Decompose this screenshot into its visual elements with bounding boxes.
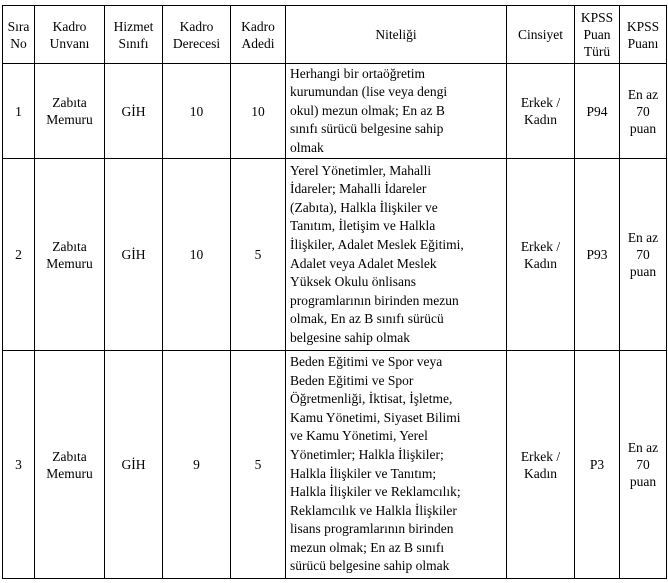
unvan-cell: Zabıta Memuru: [35, 351, 105, 579]
header-row: [3, 6, 667, 64]
table-row: [3, 64, 667, 159]
puan-cell: En az 70 puan: [620, 159, 667, 351]
cinsiyet-cell: Erkek / Kadın: [507, 64, 575, 159]
derece-cell: 10: [163, 64, 231, 159]
table-row: [3, 159, 667, 351]
table-row: [3, 351, 667, 579]
puan-cell: En az 70 puan: [620, 351, 667, 579]
sira-cell: 2: [3, 159, 35, 351]
sira-cell: 3: [3, 351, 35, 579]
derece-cell: 10: [163, 159, 231, 351]
unvan-cell: Zabıta Memuru: [35, 64, 105, 159]
header-kpss-puan-turu: KPSS Puan Türü: [575, 6, 620, 64]
sinif-cell: GİH: [105, 351, 163, 579]
sira-cell: 1: [3, 64, 35, 159]
puan-turu-cell: P93: [575, 159, 620, 351]
puan-turu-cell: P3: [575, 351, 620, 579]
header-kpss-puani: KPSS Puanı: [620, 6, 667, 64]
cinsiyet-cell: Erkek / Kadın: [507, 159, 575, 351]
nitelik-cell: Yerel Yönetimler, Mahalli İdareler; Mahalli İdareler (Zabıta), Halkla İlişkiler ve Tanıtım, İletişim ve Halkla İlişkiler, Adalet Meslek Eğitimi, Adalet veya Adalet Meslek Yüksek Okulu önlisans programlarının birinden mezun olmak, En az B sınıfı sürücü belgesine sahip olmak: [286, 159, 507, 351]
header-kadro-derecesi: Kadro Derecesi: [163, 6, 231, 64]
puan-cell: En az 70 puan: [620, 64, 667, 159]
header-sira-no: Sıra No: [3, 6, 35, 64]
nitelik-cell: Beden Eğitimi ve Spor veya Beden Eğitimi ve Spor Öğretmenliği, İktisat, İşletme, Kamu Yönetimi, Siyaset Bilimi ve Kamu Yönetimi, Yerel Yönetimler; Halkla İlişkiler; Halkla İlişkiler ve Tanıtım; Halkla İlişkiler ve Reklamcılık; Reklamcılık ve Halkla İlişkiler lisans programlarının birinden mezun olmak; En az B sınıfı sürücü belgesine sahip olmak: [286, 351, 507, 579]
kadro-table: [2, 5, 667, 579]
header-cinsiyet: Cinsiyet: [507, 6, 575, 64]
unvan-cell: Zabıta Memuru: [35, 159, 105, 351]
header-kadro-unvani: Kadro Unvanı: [35, 6, 105, 64]
derece-cell: 9: [163, 351, 231, 579]
sinif-cell: GİH: [105, 64, 163, 159]
adet-cell: 10: [231, 64, 286, 159]
adet-cell: 5: [231, 351, 286, 579]
header-niteligi: Niteliği: [286, 6, 507, 64]
cinsiyet-cell: Erkek / Kadın: [507, 351, 575, 579]
nitelik-cell: Herhangi bir ortaöğretim kurumundan (lise veya dengi okul) mezun olmak; En az B sınıfı sürücü belgesine sahip olmak: [286, 64, 507, 159]
puan-turu-cell: P94: [575, 64, 620, 159]
sinif-cell: GİH: [105, 159, 163, 351]
header-kadro-adedi: Kadro Adedi: [231, 6, 286, 64]
header-hizmet-sinifi: Hizmet Sınıfı: [105, 6, 163, 64]
adet-cell: 5: [231, 159, 286, 351]
